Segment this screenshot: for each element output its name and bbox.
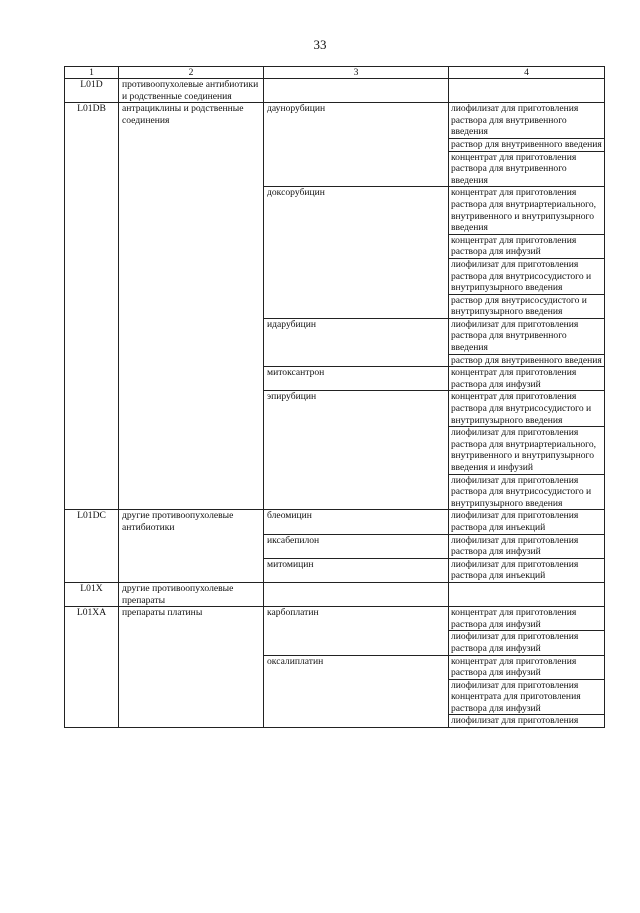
drug-name: оксалиплатин <box>264 655 449 728</box>
dosage-form: лиофилизат для приготовления раствора для внутриартериального, внутривенного и внутрипузырного введения и инфузий <box>449 427 605 474</box>
dosage-form: лиофилизат для приготовления раствора для внутривенного введения <box>449 103 605 139</box>
dosage-form: лиофилизат для приготовления концентрата для приготовления раствора для инфузий <box>449 679 605 715</box>
table-row <box>65 103 605 139</box>
dosage-form: лиофилизат для приготовления раствора для инъекций <box>449 558 605 582</box>
dosage-form: концентрат для приготовления раствора для внутривенного введения <box>449 151 605 187</box>
column-header: 3 <box>264 67 449 79</box>
column-header: 4 <box>449 67 605 79</box>
dosage-form: раствор для внутривенного введения <box>449 354 605 367</box>
column-header: 1 <box>65 67 119 79</box>
dosage-form: раствор для внутривенного введения <box>449 138 605 151</box>
drug-name: эпирубицин <box>264 391 449 510</box>
dosage-form: концентрат для приготовления раствора для инфузий <box>449 367 605 391</box>
atc-code: L01XA <box>65 607 119 728</box>
group-name: антрациклины и родственные соединения <box>119 103 264 510</box>
drug-name: даунорубицин <box>264 103 449 187</box>
drug-name: блеомицин <box>264 510 449 534</box>
group-name: другие противоопухолевые антибиотики <box>119 510 264 583</box>
page-number: 33 <box>313 37 327 52</box>
dosage-form: лиофилизат для приготовления раствора для внутривенного введения <box>449 318 605 354</box>
atc-code: L01DC <box>65 510 119 583</box>
drug-name: митоксантрон <box>264 367 449 391</box>
group-name: противоопухолевые антибиотики и родственные соединения <box>119 79 264 103</box>
dosage-form: концентрат для приготовления раствора для инфузий <box>449 607 605 631</box>
drug-name: карбоплатин <box>264 607 449 655</box>
dosage-form: лиофилизат для приготовления раствора для инфузий <box>449 631 605 655</box>
dosage-form-empty <box>449 582 605 606</box>
dosage-form: лиофилизат для приготовления раствора для инъекций <box>449 510 605 534</box>
dosage-form: концентрат для приготовления раствора для инфузий <box>449 234 605 258</box>
dosage-form: лиофилизат для приготовления раствора для внутрисосудистого и внутрипузырного введения <box>449 258 605 294</box>
drug-name: доксорубицин <box>264 187 449 319</box>
dosage-form: лиофилизат для приготовления <box>449 715 605 728</box>
drug-name-empty <box>264 582 449 606</box>
dosage-form: раствор для внутрисосудистого и внутрипузырного введения <box>449 294 605 318</box>
atc-code: L01X <box>65 582 119 606</box>
drug-name: митомицин <box>264 558 449 582</box>
drug-name: идарубицин <box>264 318 449 366</box>
dosage-form: концентрат для приготовления раствора для внутрисосудистого и внутрипузырного введения <box>449 391 605 427</box>
dosage-form: лиофилизат для приготовления раствора для внутрисосудистого и внутрипузырного введения <box>449 474 605 510</box>
atc-code: L01D <box>65 79 119 103</box>
drug-name-empty <box>264 79 449 103</box>
atc-code: L01DB <box>65 103 119 510</box>
group-name: другие противоопухолевые препараты <box>119 582 264 606</box>
dosage-form: лиофилизат для приготовления раствора для инфузий <box>449 534 605 558</box>
drug-name: иксабепилон <box>264 534 449 558</box>
group-name: препараты платины <box>119 607 264 728</box>
group-row <box>65 79 605 103</box>
table-row <box>65 607 605 631</box>
header-row <box>65 67 605 79</box>
dosage-form: концентрат для приготовления раствора для внутриартериального, внутривенного и внутрипузырного введения <box>449 187 605 234</box>
column-header: 2 <box>119 67 264 79</box>
dosage-form-empty <box>449 79 605 103</box>
dosage-form: концентрат для приготовления раствора для инфузий <box>449 655 605 679</box>
drug-table <box>64 66 605 728</box>
table-row <box>65 510 605 534</box>
group-row <box>65 582 605 606</box>
